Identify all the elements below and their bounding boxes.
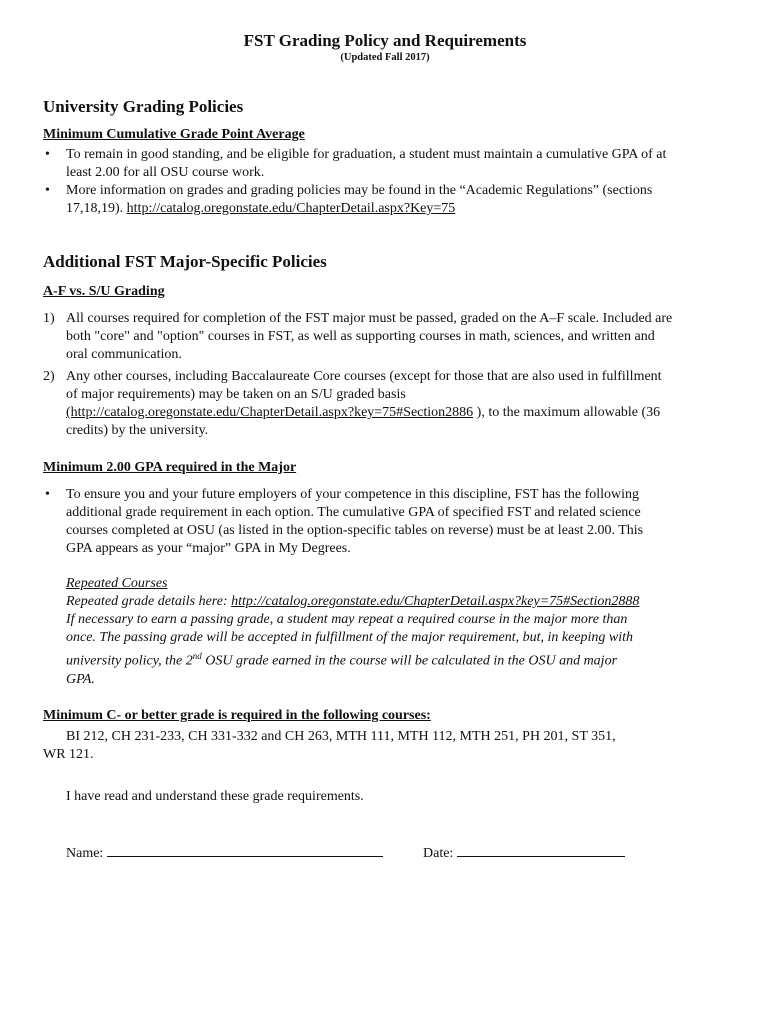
bullet-good-standing: [66, 146, 666, 182]
text-line: To ensure you and your future employers of your competence in this discipline, FST has the following: [66, 487, 640, 502]
text-run: university policy, the 2: [66, 653, 193, 669]
bullet-marker: •: [45, 487, 50, 502]
text-run: Repeated grade details here:: [66, 594, 232, 609]
text-line: [66, 200, 652, 218]
text-line: If necessary to earn a passing grade, a student may repeat a required course in the major more than: [66, 612, 628, 627]
list-marker: 1): [43, 311, 55, 326]
academic-regulations-link[interactable]: http://catalog.oregonstate.edu/ChapterDetail.aspx?Key=75: [126, 201, 456, 216]
section-heading-fst: Additional FST Major-Specific Policies: [43, 252, 327, 271]
bullet-marker: •: [45, 183, 50, 198]
list-marker: 2): [43, 369, 55, 384]
text-line: To remain in good standing, and be eligible for graduation, a student must maintain a cumulative GPA of at: [66, 147, 667, 162]
section-heading-university: University Grading Policies: [43, 97, 244, 116]
page-subtitle: (Updated Fall 2017): [340, 52, 430, 63]
list-item-af-courses: [66, 310, 672, 364]
subheading-min-gpa: Minimum Cumulative Grade Point Average: [43, 127, 305, 142]
text-line: least 2.00 for all OSU course work.: [66, 165, 265, 180]
repeated-courses-title: Repeated Courses: [66, 576, 168, 591]
superscript: nd: [192, 651, 202, 661]
acknowledgement-text: I have read and understand these grade requirements.: [66, 789, 364, 804]
date-label: Date:: [423, 846, 457, 861]
text-run: ), to the maximum allowable (36: [473, 405, 661, 420]
name-line[interactable]: [107, 844, 383, 857]
text-line: additional grade requirement in each option. The cumulative GPA of specified FST and related science: [66, 505, 641, 520]
text-line: courses completed at OSU (as listed in the option-specific tables on reverse) must be at least 2.00. This: [66, 523, 644, 538]
bullet-marker: •: [45, 147, 50, 162]
text-line: GPA.: [66, 671, 95, 687]
subheading-af-grading: A-F vs. S/U Grading: [43, 284, 165, 299]
text-line: credits) by the university.: [66, 423, 209, 438]
text-line: [66, 647, 639, 671]
list-item-su-courses: [66, 368, 662, 440]
subheading-c-minimum: Minimum C- or better grade is required in the following courses:: [43, 708, 431, 723]
repeated-courses-link[interactable]: http://catalog.oregonstate.edu/ChapterDetail.aspx?key=75#Section2888: [231, 594, 640, 609]
course-list-line1: BI 212, CH 231-233, CH 331-332 and CH 263, MTH 111, MTH 112, MTH 251, PH 201, ST 351,: [66, 729, 616, 744]
text-line: GPA appears as your “major” GPA in My Degrees.: [66, 541, 351, 556]
text-line: oral communication.: [66, 347, 182, 362]
text-line: [66, 404, 662, 422]
text-line: More information on grades and grading policies may be found in the “Academic Regulations” (sections: [66, 183, 653, 198]
text-line: All courses required for completion of the FST major must be passed, graded on the A–F scale. Included are: [66, 311, 673, 326]
bullet-more-info: [66, 182, 652, 218]
text-line: of major requirements) may be taken on an S/U graded basis: [66, 387, 406, 402]
text-line: once. The passing grade will be accepted in fulfillment of the major requirement, but, in keeping with: [66, 630, 634, 645]
text-run: 17,18,19).: [66, 201, 127, 216]
page-title: FST Grading Policy and Requirements: [243, 31, 527, 50]
name-label: Name:: [66, 846, 107, 861]
text-line: [66, 593, 639, 611]
course-list-line2: WR 121.: [43, 747, 94, 762]
text-run: OSU grade earned in the course will be calculated in the OSU and major: [201, 653, 618, 669]
name-signature-field[interactable]: [66, 844, 383, 862]
su-grading-link[interactable]: (http://catalog.oregonstate.edu/ChapterDetail.aspx?key=75#Section2886: [66, 405, 474, 420]
subheading-major-gpa: Minimum 2.00 GPA required in the Major: [43, 460, 297, 475]
text-line: Any other courses, including Baccalaureate Core courses (except for those that are also used in fulfillment: [66, 369, 662, 384]
repeated-courses-block: [66, 575, 639, 689]
bullet-major-gpa: [66, 486, 643, 558]
date-line[interactable]: [457, 844, 625, 857]
text-line: both "core" and "option" courses in FST, as well as supporting courses in math, sciences, and written and: [66, 329, 655, 344]
date-signature-field[interactable]: [423, 844, 625, 862]
